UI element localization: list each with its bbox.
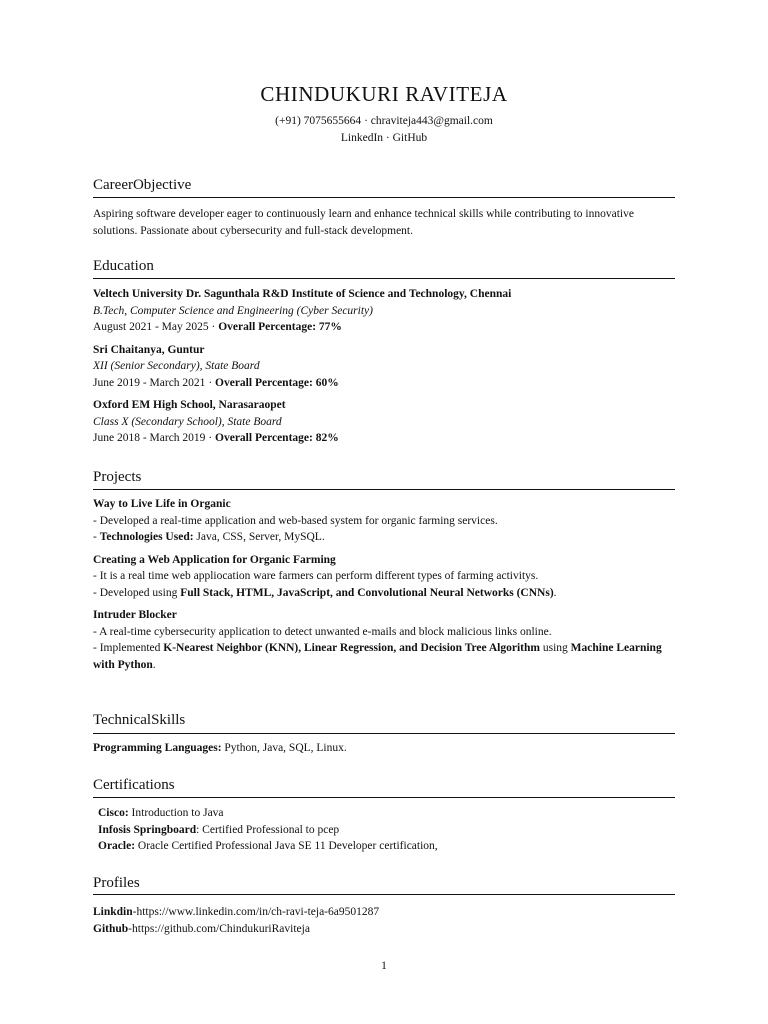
school-name: Oxford EM High School, Narasaraopet	[93, 399, 286, 411]
dates: June 2019 - March 2021	[93, 376, 206, 389]
profile-url[interactable]: -https://www.linkedin.com/in/ch-ravi-teja-6a9501287	[132, 906, 380, 918]
page-number: 1	[381, 960, 387, 972]
education-entry: Oxford EM High School, Narasaraopet Class X (Secondary School), State Board June 2018 - March 2019 · Overall Percentage: 82%	[93, 397, 675, 447]
certification-item: Infosis Springboard: Certified Professional to pcep	[98, 823, 340, 836]
profile-item[interactable]: Github-https://github.com/ChindukuriRaviteja	[93, 922, 310, 935]
score: 77%	[318, 321, 342, 333]
education-list	[93, 286, 675, 447]
section-title-education: Education	[93, 258, 154, 274]
section-title-profiles: Profiles	[93, 875, 140, 891]
candidate-name: CHINDUKURI RAVITEJA	[260, 82, 508, 106]
dates: August 2021 - May 2025	[93, 321, 209, 333]
objective-text: Aspiring software developer eager to continuously learn and enhance technical skills while contributing to innovative solutions. Passionate about cybersecurity and full-stack development.	[93, 208, 634, 237]
dates: June 2018 - March 2019	[93, 432, 206, 444]
linkedin-link[interactable]: LinkedIn	[340, 132, 384, 144]
school-name: Veltech University Dr. Sagunthala R&D Institute of Science and Technology, Chennai	[93, 288, 512, 300]
section-title-certifications: Certifications	[93, 777, 175, 793]
profiles-list	[93, 904, 675, 937]
project-name: Way to Live Life in Organic	[93, 498, 231, 510]
degree: B.Tech, Computer Science and Engineering (Cyber Security)	[93, 304, 373, 317]
section-title-projects: Projects	[93, 469, 142, 485]
project-entry: Intruder Blocker - A real-time cybersecurity application to detect unwanted e-mails and block malicious links online. - Implemented K-Nearest Neighbor (KNN), Linear Regression, and Decision Tree Algorithm using Machine Learning with Python.	[93, 607, 675, 673]
project-name: Intruder Blocker	[93, 609, 177, 621]
github-link[interactable]: GitHub	[392, 132, 428, 144]
email-link[interactable]: chraviteja443@gmail.com	[370, 115, 493, 127]
degree: Class X (Secondary School), State Board	[93, 415, 282, 428]
section-divider	[93, 489, 675, 490]
education-entry: Veltech University Dr. Sagunthala R&D Institute of Science and Technology, Chennai B.Tech, Computer Science and Engineering (Cyber Security) August 2021 - May 2025 · Overall Percentage: 77%	[93, 286, 675, 336]
section-title-objective: CareerObjective	[93, 177, 192, 193]
phone-number: (+91) 7075655664	[275, 115, 362, 127]
profile-url[interactable]: -https://github.com/ChindukuriRaviteja	[128, 922, 310, 935]
score: 82%	[315, 432, 339, 444]
project-entry: Creating a Web Application for Organic Farming - It is a real time web appliocation ware farmers can perform different types of farming activitys. - Developed using Full Stack, HTML, JavaScript, and Convolutional Neural Networks (CNNs).	[93, 552, 675, 602]
project-description: - A real-time cybersecurity application to detect unwanted e-mails and block malicious links online.	[93, 625, 552, 638]
section-divider	[93, 733, 675, 734]
profile-item[interactable]: Linkdin-https://www.linkedin.com/in/ch-ravi-teja-6a9501287	[93, 906, 380, 918]
section-title-skills: TechnicalSkills	[93, 712, 186, 728]
certification-item: Cisco: Introduction to Java	[98, 807, 224, 819]
project-description: - Developed a real-time application and web-based system for organic farming services.	[93, 514, 498, 527]
project-entry: Way to Live Life in Organic - Developed a real-time application and web-based system for organic farming services. - Technologies Used: Java, CSS, Server, MySQL.	[93, 496, 675, 546]
project-name: Creating a Web Application for Organic Farming	[93, 553, 336, 566]
school-name: Sri Chaitanya, Guntur	[93, 343, 205, 356]
section-divider	[93, 894, 675, 895]
certifications-list	[93, 805, 680, 855]
degree: XII (Senior Secondary), State Board	[93, 360, 260, 372]
contact-info: (+91) 7075655664 · chraviteja443@gmail.com LinkedIn · GitHub	[275, 115, 493, 144]
education-entry: Sri Chaitanya, Guntur XII (Senior Secondary), State Board June 2019 - March 2021 · Overall Percentage: 60%	[93, 342, 675, 392]
certification-item: Oracle: Oracle Certified Professional Java SE 11 Developer certification,	[98, 840, 438, 852]
section-divider	[93, 278, 675, 279]
skills-line: Programming Languages: Python, Java, SQL, Linux.	[93, 742, 347, 754]
score: 60%	[315, 376, 339, 389]
section-divider	[93, 797, 675, 798]
section-divider	[93, 197, 675, 198]
projects-list	[93, 496, 675, 673]
project-description: - It is a real time web appliocation ware farmers can perform different types of farming activitys.	[93, 570, 539, 582]
